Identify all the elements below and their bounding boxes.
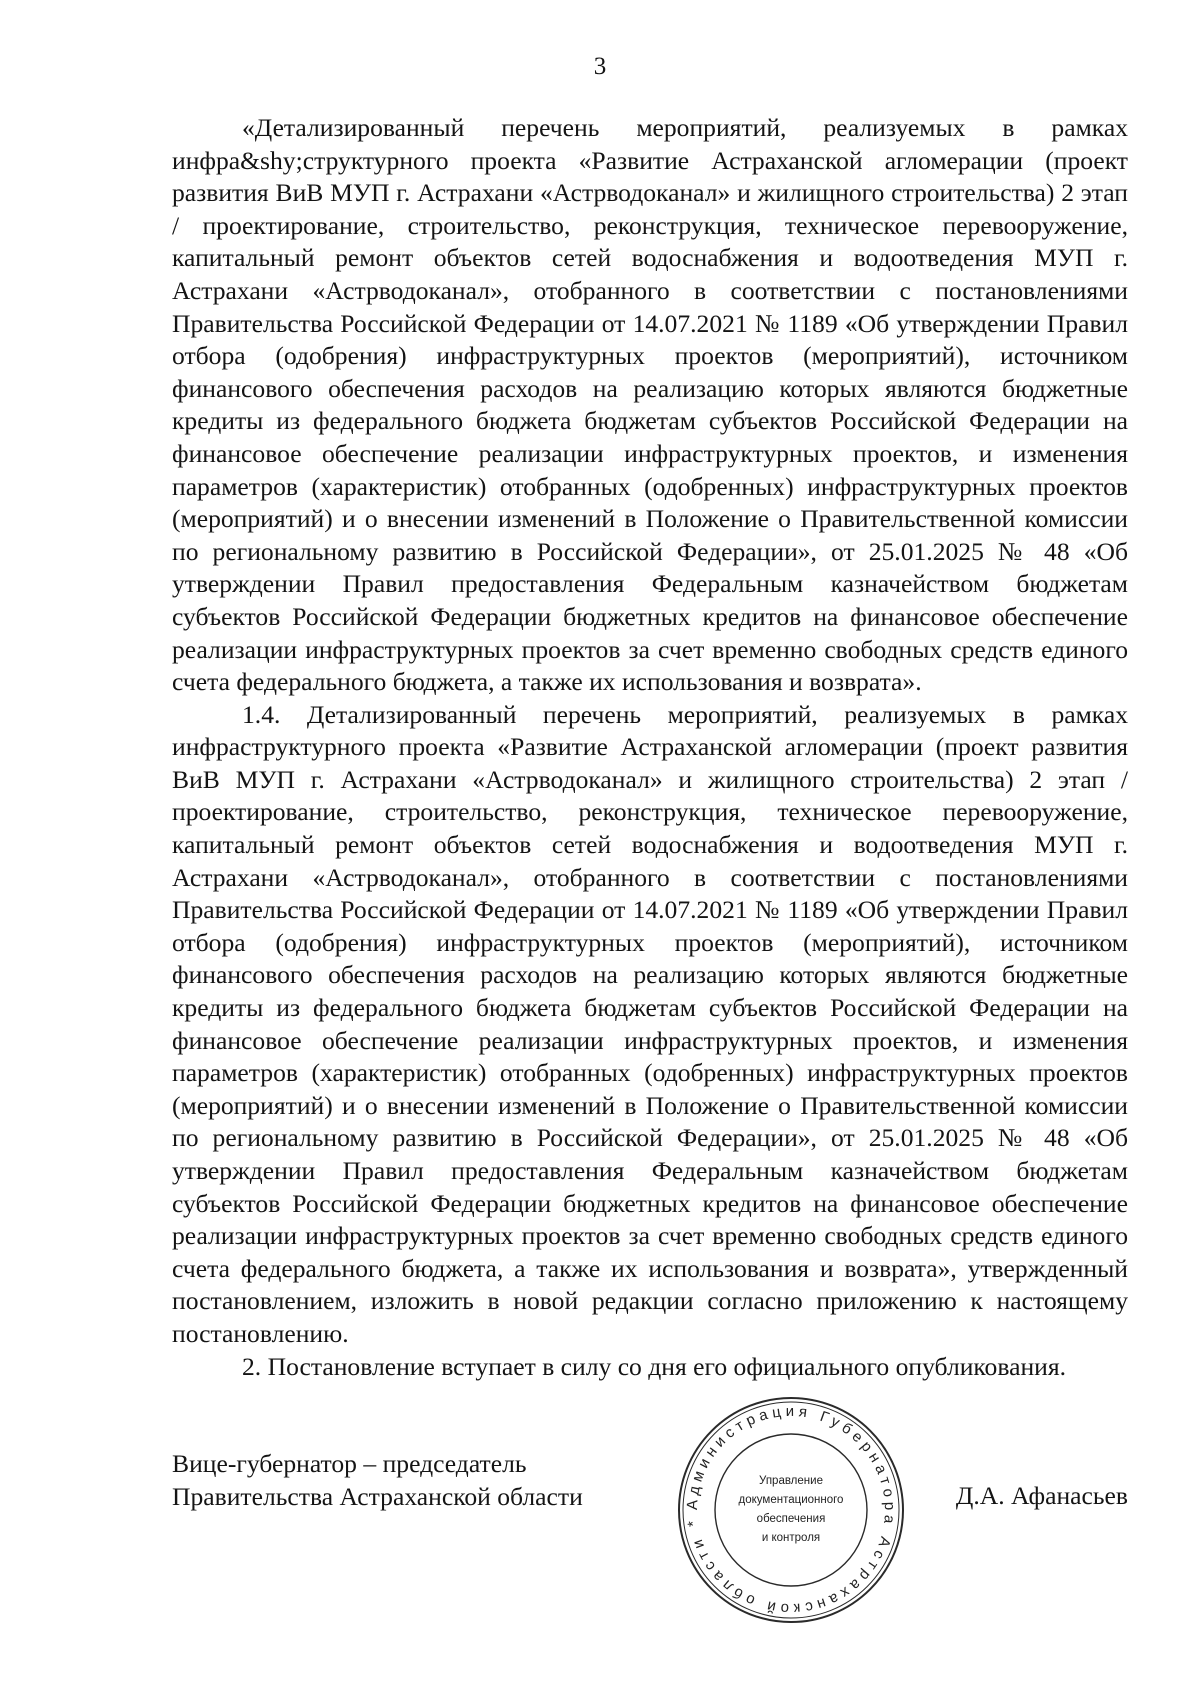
signatory-name: Д.А. Афанасьев [955, 1481, 1128, 1510]
page-number: 3 [593, 53, 607, 80]
document-body [172, 112, 1128, 1383]
paragraph-item-1-4: 1.4. Детализированный перечень мероприятий, реализуемых в рамках инфраструктурного проекта «Развитие Астраханской агломерации (проект развития ВиВ МУП г. Астрахани «Астрводоканал» и жилищного строительства) 2 этап / проектирование, строительство, реконструкция, техническое перевооружение, капитальный ремонт объектов сетей водоснабжения и водоотведения МУП г. Астрахани «Астрводоканал», отобранного в соответствии с постановлениями Правительства Российской Федерации от 14.07.2021 № 1189 «Об утверждении Правил отбора (одобрения) инфраструктурных проектов (мероприятий), источником финансового обеспечения расходов на реализацию которых являются бюджетные кредиты из федерального бюджета бюджетам субъектов Российской Федерации на финансовое обеспечение реализации инфраструктурных проектов, и изменения параметров (характеристик) отобранных (одобренных) инфраструктурных проектов (мероприятий) и о внесении изменений в Положение о Правительственной комиссии по региональному развитию в Российской Федерации», от 25.01.2025 № 48 «Об утверждении Правил предоставления Федеральным казначейством бюджетам субъектов Российской Федерации бюджетных кредитов на финансовое обеспечение реализации инфраструктурных проектов за счет временно свободных средств единого счета федерального бюджета, а также их использования и возврата», утвержденный постановлением, изложить в новой редакции согласно приложению к настоящему постановлению. [172, 699, 1128, 1348]
seal-center-text [676, 1395, 906, 1625]
signatory-position-line-2: Правительства Астраханской области [172, 1481, 583, 1511]
paragraph-item-2: 2. Постановление вступает в силу со дня его официального опубликования. [242, 1351, 1067, 1381]
seal-center-line-3: обеспечения [756, 1513, 826, 1525]
seal-center-line-4: и контроля [761, 1532, 821, 1544]
official-seal [676, 1395, 906, 1625]
paragraph-quoted-title: «Детализированный перечень мероприятий, реализуемых в рамках инфра&shy;структурного проекта «Развитие Астраханской агломерации (проект развития ВиВ МУП г. Астрахани «Астрводоканал» и жилищного строительства) 2 этап / проектирование, строительство, реконструкция, техническое перевооружение, капитальный ремонт объектов сетей водоснабжения и водоотведения МУП г. Астрахани «Астрводоканал», отобранного в соответствии с постановлениями Правительства Российской Федерации от 14.07.2021 № 1189 «Об утверждении Правил отбора (одобрения) инфраструктурных проектов (мероприятий), источником финансового обеспечения расходов на реализацию которых являются бюджетные кредиты из федерального бюджета бюджетам субъектов Российской Федерации на финансовое обеспечение реализации инфраструктурных проектов, и изменения параметров (характеристик) отобранных (одобренных) инфраструктурных проектов (мероприятий) и о внесении изменений в Положение о Правительственной комиссии по региональному развитию в Российской Федерации», от 25.01.2025 № 48 «Об утверждении Правил предоставления Федеральным казначейством бюджетам субъектов Российской Федерации бюджетных кредитов на финансовое обеспечение реализации инфраструктурных проектов за счет временно свободных средств единого счета федерального бюджета, а также их использования и возврата». [172, 113, 1128, 697]
signatory-position [172, 1448, 583, 1513]
seal-center-line-1: Управление [759, 1475, 823, 1487]
seal-ring-text: Администрация Губернатора Астраханской области * [683, 1402, 899, 1618]
seal-center-line-2: документационного [738, 1494, 844, 1506]
signatory-position-line-1: Вице-губернатор – председатель [172, 1449, 527, 1478]
